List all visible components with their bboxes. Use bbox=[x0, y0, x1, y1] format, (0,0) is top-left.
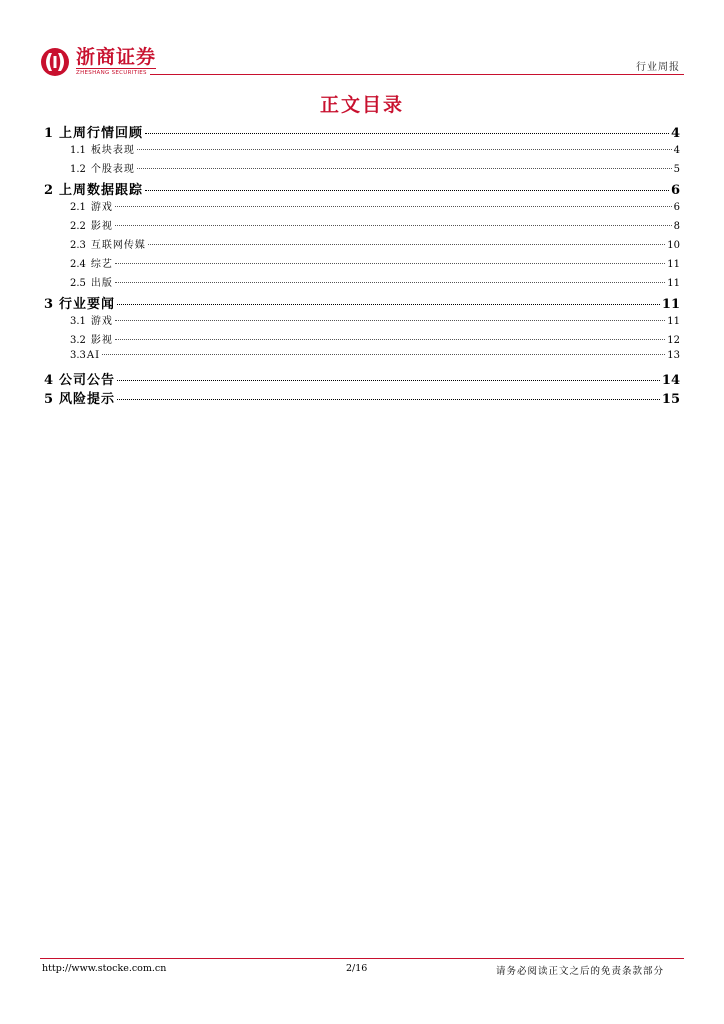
toc-entry-number: 2.3 bbox=[70, 240, 86, 251]
toc-entry-number: 3.2 bbox=[70, 335, 86, 346]
toc-entry-page: 11 bbox=[667, 259, 680, 270]
toc-section-entry[interactable] bbox=[44, 122, 680, 141]
toc-section-entry[interactable] bbox=[44, 388, 680, 407]
toc-entry-number: 2 bbox=[44, 183, 54, 198]
toc-entry-page: 13 bbox=[667, 350, 680, 361]
toc-entry-number: 2.4 bbox=[70, 259, 86, 270]
toc-entry-page: 4 bbox=[670, 126, 680, 141]
toc-entry-number: 4 bbox=[44, 373, 54, 388]
toc-dot-leader bbox=[115, 320, 665, 321]
toc-subsection-entry[interactable] bbox=[44, 198, 680, 217]
toc-entry-label: 上周数据跟踪 bbox=[59, 183, 144, 198]
toc-entry-label: 影视 bbox=[90, 335, 113, 346]
toc-dot-leader bbox=[148, 244, 665, 245]
toc-entry-page: 8 bbox=[673, 221, 680, 232]
toc-entry-label: 上周行情回顾 bbox=[59, 126, 144, 141]
toc-subsection-entry[interactable] bbox=[44, 217, 680, 236]
toc-dot-leader bbox=[117, 399, 660, 400]
toc-entry-page: 10 bbox=[667, 240, 680, 251]
toc-dot-leader bbox=[115, 263, 665, 264]
toc-dot-leader bbox=[145, 190, 669, 191]
toc-section-entry[interactable] bbox=[44, 369, 680, 388]
toc-entry-label: 板块表现 bbox=[90, 145, 135, 156]
toc-subsection-entry[interactable] bbox=[44, 331, 680, 350]
toc-subsection-entry[interactable] bbox=[44, 160, 680, 179]
toc-entry-label: 综艺 bbox=[90, 259, 113, 270]
toc-entry-label: 公司公告 bbox=[59, 373, 116, 388]
toc-entry-label: AI bbox=[86, 350, 101, 361]
toc-entry-page: 11 bbox=[661, 297, 680, 312]
toc-entry-number: 2.2 bbox=[70, 221, 86, 232]
toc-entry-number: 1 bbox=[44, 126, 54, 141]
table-of-contents bbox=[44, 122, 680, 407]
toc-entry-label: 影视 bbox=[90, 221, 113, 232]
page-header bbox=[40, 44, 684, 80]
toc-entry-number: 2.5 bbox=[70, 278, 86, 289]
toc-dot-leader bbox=[115, 282, 665, 283]
toc-dot-leader bbox=[117, 304, 660, 305]
toc-dot-leader bbox=[145, 133, 669, 134]
toc-entry-number: 3.1 bbox=[70, 316, 86, 327]
toc-subsection-entry[interactable] bbox=[44, 350, 680, 369]
header-divider bbox=[150, 74, 684, 75]
toc-dot-leader bbox=[115, 225, 672, 226]
toc-entry-label: 行业要闻 bbox=[59, 297, 116, 312]
toc-dot-leader bbox=[137, 168, 672, 169]
toc-entry-page: 6 bbox=[670, 183, 680, 198]
toc-subsection-entry[interactable] bbox=[44, 312, 680, 331]
toc-entry-page: 12 bbox=[667, 335, 680, 346]
page-number: 2/16 bbox=[346, 963, 368, 974]
toc-dot-leader bbox=[115, 206, 672, 207]
toc-entry-label: 个股表现 bbox=[90, 164, 135, 175]
toc-entry-page: 14 bbox=[661, 373, 680, 388]
toc-section-entry[interactable] bbox=[44, 293, 680, 312]
toc-dot-leader bbox=[102, 354, 665, 355]
toc-entry-label: 风险提示 bbox=[59, 392, 116, 407]
toc-dot-leader bbox=[137, 149, 672, 150]
toc-entry-number: 1.2 bbox=[70, 164, 86, 175]
footer-disclaimer: 请务必阅读正文之后的免责条款部分 bbox=[495, 966, 664, 977]
logo-mark-icon bbox=[40, 47, 70, 77]
toc-subsection-entry[interactable] bbox=[44, 141, 680, 160]
logo-chinese-name: 浙商证券 bbox=[76, 46, 157, 68]
report-type-label: 行业周报 bbox=[636, 62, 680, 73]
toc-entry-page: 4 bbox=[673, 145, 680, 156]
toc-entry-label: 互联网传媒 bbox=[90, 240, 146, 251]
toc-entry-page: 11 bbox=[667, 316, 680, 327]
toc-section-entry[interactable] bbox=[44, 179, 680, 198]
footer-website-link[interactable]: http://www.stocke.com.cn bbox=[42, 963, 167, 974]
toc-entry-page: 11 bbox=[667, 278, 680, 289]
toc-entry-number: 3 bbox=[44, 297, 54, 312]
page-footer bbox=[40, 958, 684, 979]
toc-subsection-entry[interactable] bbox=[44, 255, 680, 274]
company-logo bbox=[40, 44, 156, 80]
toc-dot-leader bbox=[115, 339, 665, 340]
toc-entry-label: 游戏 bbox=[90, 202, 113, 213]
toc-entry-number: 2.1 bbox=[70, 202, 86, 213]
toc-entry-label: 出版 bbox=[90, 278, 113, 289]
toc-entry-page: 6 bbox=[673, 202, 680, 213]
toc-entry-number: 3.3 bbox=[70, 350, 86, 361]
toc-subsection-entry[interactable] bbox=[44, 274, 680, 293]
toc-entry-page: 15 bbox=[661, 392, 680, 407]
toc-title: 正文目录 bbox=[319, 94, 404, 116]
toc-entry-label: 游戏 bbox=[90, 316, 113, 327]
toc-entry-page: 5 bbox=[673, 164, 680, 175]
toc-entry-number: 1.1 bbox=[70, 145, 86, 156]
logo-english-name: ZHESHANG SECURITIES bbox=[76, 68, 156, 77]
toc-dot-leader bbox=[117, 380, 660, 381]
toc-entry-number: 5 bbox=[44, 392, 54, 407]
toc-subsection-entry[interactable] bbox=[44, 236, 680, 255]
